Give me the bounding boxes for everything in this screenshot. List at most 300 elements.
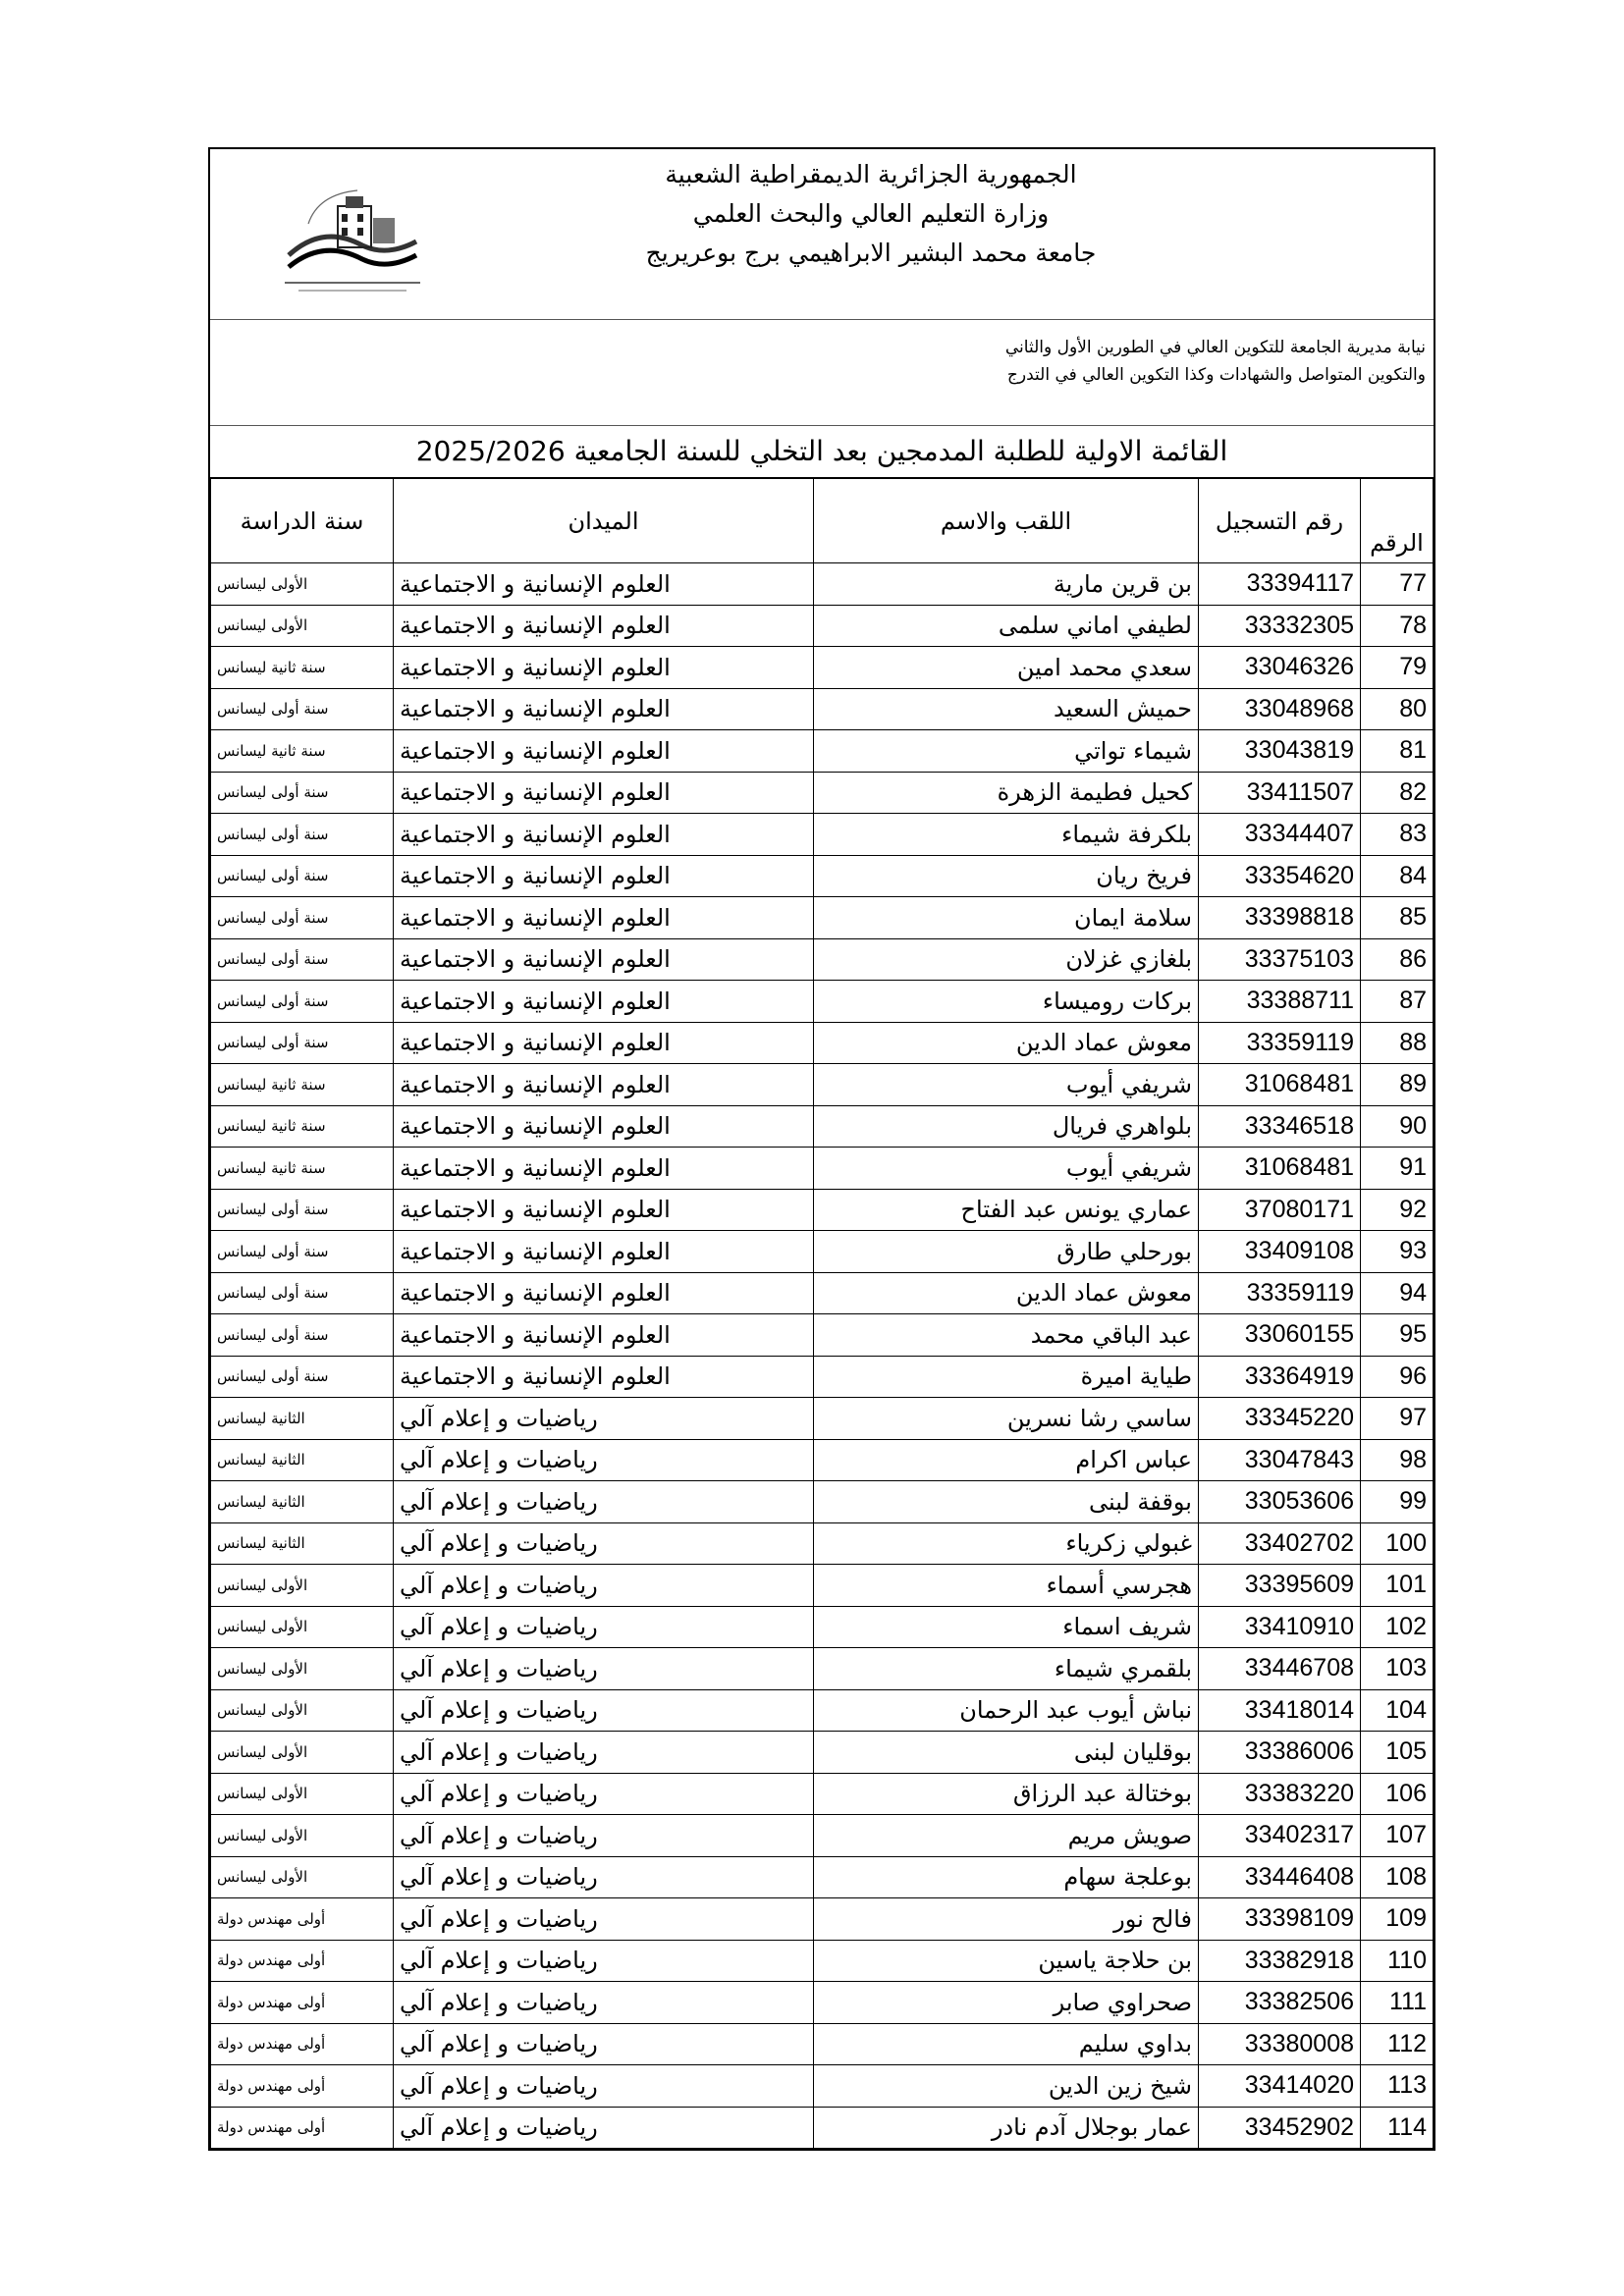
row-number: 89 (1361, 1064, 1434, 1106)
student-name: صويش مريم (814, 1815, 1199, 1857)
student-name: شريفي أيوب (814, 1064, 1199, 1106)
study-year-text: الأولى ليسانس (217, 616, 308, 635)
student-name: بوقليان لبنى (814, 1732, 1199, 1774)
field-of-study-text: رياضيات و إعلام آلي (400, 1904, 598, 1933)
study-year-text: أولى مهندس دولة (217, 1993, 326, 2011)
study-year (211, 1982, 394, 2024)
registration-number: 33359119 (1199, 1022, 1361, 1064)
directorate-line-1: نيابة مديرية الجامعة للتكوين العالي في الطورين الأول والثاني (1004, 338, 1426, 357)
field-of-study (394, 1648, 814, 1690)
study-year (211, 1773, 394, 1815)
field-of-study-text: العلوم الإنسانية و الاجتماعية (400, 612, 671, 640)
study-year-text: الثانية ليسانس (217, 1409, 305, 1427)
row-number: 98 (1361, 1439, 1434, 1481)
row-number: 78 (1361, 605, 1434, 647)
registration-number: 33332305 (1199, 605, 1361, 647)
student-name: شيخ زين الدين (814, 2065, 1199, 2108)
registration-number: 33418014 (1199, 1689, 1361, 1732)
column-header-field: الميدان (394, 479, 814, 563)
field-of-study-text: رياضيات و إعلام آلي (400, 1947, 598, 1975)
row-number: 82 (1361, 772, 1434, 814)
row-number: 80 (1361, 688, 1434, 730)
student-name: حميش السعيد (814, 688, 1199, 730)
student-name: لطيفي اماني سلمى (814, 605, 1199, 647)
study-year-text: سنة ثانية ليسانس (217, 741, 326, 760)
field-of-study (394, 1689, 814, 1732)
field-of-study-text: العلوم الإنسانية و الاجتماعية (400, 1362, 671, 1391)
field-of-study (394, 2065, 814, 2108)
study-year (211, 2065, 394, 2108)
study-year-text: الأولى ليسانس (217, 1618, 308, 1636)
study-year (211, 1689, 394, 1732)
student-name: عبد الباقي محمد (814, 1314, 1199, 1357)
student-name: بلغازي غزلان (814, 938, 1199, 981)
student-name: هجرسي أسماء (814, 1565, 1199, 1607)
registration-number: 33414020 (1199, 2065, 1361, 2108)
student-name: بلقمري شيماء (814, 1648, 1199, 1690)
registration-number: 33382918 (1199, 1940, 1361, 1982)
student-name: شريف اسماء (814, 1606, 1199, 1648)
study-year (211, 1439, 394, 1481)
table-row (211, 772, 1434, 814)
field-of-study-text: العلوم الإنسانية و الاجتماعية (400, 1153, 671, 1182)
field-of-study (394, 563, 814, 606)
student-name: بلواهري فريال (814, 1105, 1199, 1148)
list-title: القائمة الاولية للطلبة المدمجين بعد التخلي للسنة الجامعية 2025/2026 (210, 426, 1434, 478)
registration-number: 33446708 (1199, 1648, 1361, 1690)
study-year-text: سنة ثانية ليسانس (217, 1075, 326, 1094)
university-logo-icon (279, 185, 426, 300)
study-year (211, 1356, 394, 1398)
field-of-study (394, 1022, 814, 1064)
field-of-study-text: العلوم الإنسانية و الاجتماعية (400, 1279, 671, 1308)
student-name: بن قرين مارية (814, 563, 1199, 606)
registration-number: 33386006 (1199, 1732, 1361, 1774)
row-number: 81 (1361, 730, 1434, 773)
registration-number: 33043819 (1199, 730, 1361, 773)
field-of-study-text: العلوم الإنسانية و الاجتماعية (400, 945, 671, 974)
field-of-study-text: رياضيات و إعلام آلي (400, 1529, 598, 1558)
field-of-study-text: العلوم الإنسانية و الاجتماعية (400, 903, 671, 932)
table-row (211, 1856, 1434, 1898)
study-year (211, 1606, 394, 1648)
study-year (211, 2023, 394, 2065)
study-year-text: الأولى ليسانس (217, 1742, 308, 1761)
table-row (211, 938, 1434, 981)
table-row (211, 855, 1434, 897)
table-row (211, 2107, 1434, 2149)
column-header-year: سنة الدراسة (211, 479, 394, 563)
field-of-study-text: العلوم الإنسانية و الاجتماعية (400, 987, 671, 1015)
study-year-text: أولى مهندس دولة (217, 2035, 326, 2054)
student-name: بركات روميساء (814, 981, 1199, 1023)
study-year-text: الأولى ليسانس (217, 1785, 308, 1803)
registration-number: 33402702 (1199, 1522, 1361, 1565)
table-header-row (211, 479, 1434, 563)
document-frame (208, 147, 1435, 2151)
row-number: 113 (1361, 2065, 1434, 2108)
registration-number: 33410910 (1199, 1606, 1361, 1648)
study-year (211, 1314, 394, 1357)
study-year-text: أولى مهندس دولة (217, 1951, 326, 1970)
study-year (211, 2107, 394, 2149)
study-year-text: سنة أولى ليسانس (217, 1284, 329, 1303)
table-row (211, 1481, 1434, 1523)
row-number: 90 (1361, 1105, 1434, 1148)
field-of-study-text: العلوم الإنسانية و الاجتماعية (400, 862, 671, 890)
table-row (211, 1272, 1434, 1314)
study-year (211, 730, 394, 773)
registration-number: 33046326 (1199, 647, 1361, 689)
student-name: بوقفة لبنى (814, 1481, 1199, 1523)
registration-number: 33409108 (1199, 1231, 1361, 1273)
student-name: صحراوي صابر (814, 1982, 1199, 2024)
study-year (211, 1148, 394, 1190)
study-year-text: الأولى ليسانس (217, 574, 308, 593)
study-year-text: الأولى ليسانس (217, 1701, 308, 1720)
table-row (211, 688, 1434, 730)
row-number: 101 (1361, 1565, 1434, 1607)
table-row (211, 1773, 1434, 1815)
registration-number: 33375103 (1199, 938, 1361, 981)
row-number: 103 (1361, 1648, 1434, 1690)
field-of-study (394, 2023, 814, 2065)
field-of-study-text: رياضيات و إعلام آلي (400, 1487, 598, 1516)
study-year-text: سنة أولى ليسانس (217, 783, 329, 802)
study-year (211, 1105, 394, 1148)
field-of-study-text: رياضيات و إعلام آلي (400, 1696, 598, 1725)
row-number: 100 (1361, 1522, 1434, 1565)
directorate-block (210, 320, 1434, 426)
row-number: 83 (1361, 814, 1434, 856)
study-year (211, 1565, 394, 1607)
study-year (211, 814, 394, 856)
table-row (211, 1356, 1434, 1398)
student-name: شريفي أيوب (814, 1148, 1199, 1190)
field-of-study-text: رياضيات و إعلام آلي (400, 1571, 598, 1599)
row-number: 112 (1361, 2023, 1434, 2065)
row-number: 93 (1361, 1231, 1434, 1273)
field-of-study-text: رياضيات و إعلام آلي (400, 1613, 598, 1641)
table-row (211, 1439, 1434, 1481)
field-of-study (394, 1815, 814, 1857)
registration-number: 33364919 (1199, 1356, 1361, 1398)
field-of-study-text: العلوم الإنسانية و الاجتماعية (400, 569, 671, 598)
student-name: شيماء تواتي (814, 730, 1199, 773)
row-number: 104 (1361, 1689, 1434, 1732)
study-year (211, 897, 394, 939)
study-year-text: سنة أولى ليسانس (217, 991, 329, 1010)
study-year-text: سنة أولى ليسانس (217, 1034, 329, 1052)
row-number: 96 (1361, 1356, 1434, 1398)
field-of-study-text: العلوم الإنسانية و الاجتماعية (400, 1196, 671, 1224)
row-number: 97 (1361, 1398, 1434, 1440)
student-name: نباش أيوب عبد الرحمان (814, 1689, 1199, 1732)
row-number: 77 (1361, 563, 1434, 606)
header-university: جامعة محمد البشير الابراهيمي برج بوعريريج (645, 239, 1097, 267)
row-number: 85 (1361, 897, 1434, 939)
field-of-study-text: العلوم الإنسانية و الاجتماعية (400, 820, 671, 848)
student-name: بلكرفة شيماء (814, 814, 1199, 856)
study-year-text: سنة أولى ليسانس (217, 1325, 329, 1344)
row-number: 114 (1361, 2107, 1434, 2149)
registration-number: 33380008 (1199, 2023, 1361, 2065)
registration-number: 33047843 (1199, 1439, 1361, 1481)
field-of-study (394, 1398, 814, 1440)
field-of-study-text: رياضيات و إعلام آلي (400, 1780, 598, 1808)
field-of-study-text: رياضيات و إعلام آلي (400, 1821, 598, 1849)
field-of-study (394, 814, 814, 856)
study-year (211, 1189, 394, 1231)
study-year (211, 981, 394, 1023)
header-country: الجمهورية الجزائرية الديمقراطية الشعبية (665, 160, 1077, 188)
student-name: ساسي رشا نسرين (814, 1398, 1199, 1440)
table-body (211, 563, 1434, 2149)
row-number: 111 (1361, 1982, 1434, 2024)
study-year (211, 1231, 394, 1273)
registration-number: 33395609 (1199, 1565, 1361, 1607)
field-of-study (394, 897, 814, 939)
field-of-study-text: العلوم الإنسانية و الاجتماعية (400, 1112, 671, 1141)
study-year (211, 1732, 394, 1774)
field-of-study-text: العلوم الإنسانية و الاجتماعية (400, 1320, 671, 1349)
table-row (211, 1606, 1434, 1648)
row-number: 84 (1361, 855, 1434, 897)
registration-number: 33398818 (1199, 897, 1361, 939)
table-row (211, 2065, 1434, 2108)
registration-number: 33388711 (1199, 981, 1361, 1023)
student-name: سلامة ايمان (814, 897, 1199, 939)
registration-number: 33345220 (1199, 1398, 1361, 1440)
field-of-study (394, 772, 814, 814)
student-name: عماري يونس عبد الفتاح (814, 1189, 1199, 1231)
row-number: 108 (1361, 1856, 1434, 1898)
study-year-text: سنة أولى ليسانس (217, 1201, 329, 1219)
field-of-study-text: رياضيات و إعلام آلي (400, 1988, 598, 2016)
column-header-num: الرقم (1361, 479, 1434, 563)
header-ministry: وزارة التعليم العالي والبحث العلمي (692, 199, 1050, 228)
field-of-study-text: رياضيات و إعلام آلي (400, 2030, 598, 2058)
table-row (211, 1565, 1434, 1607)
student-name: غبولي زكرياء (814, 1522, 1199, 1565)
study-year (211, 605, 394, 647)
student-name: بوختالة عبد الرزاق (814, 1773, 1199, 1815)
field-of-study (394, 1356, 814, 1398)
study-year (211, 938, 394, 981)
study-year-text: سنة ثانية ليسانس (217, 1158, 326, 1177)
study-year (211, 1481, 394, 1523)
table-row (211, 1522, 1434, 1565)
study-year-text: سنة ثانية ليسانس (217, 1117, 326, 1136)
study-year-text: سنة ثانية ليسانس (217, 658, 326, 676)
header-titles (505, 155, 1237, 273)
field-of-study (394, 1314, 814, 1357)
table-row (211, 1398, 1434, 1440)
student-name: عباس اكرام (814, 1439, 1199, 1481)
table-row (211, 1231, 1434, 1273)
table-row (211, 1105, 1434, 1148)
registration-number: 33402317 (1199, 1815, 1361, 1857)
study-year-text: الأولى ليسانس (217, 1868, 308, 1887)
row-number: 99 (1361, 1481, 1434, 1523)
study-year-text: سنة أولى ليسانس (217, 825, 329, 843)
study-year (211, 563, 394, 606)
study-year-text: سنة أولى ليسانس (217, 1367, 329, 1386)
registration-number: 33048968 (1199, 688, 1361, 730)
study-year-text: الأولى ليسانس (217, 1659, 308, 1678)
field-of-study-text: العلوم الإنسانية و الاجتماعية (400, 778, 671, 807)
student-name: كحيل فطيمة الزهرة (814, 772, 1199, 814)
field-of-study-text: رياضيات و إعلام آلي (400, 1404, 598, 1432)
field-of-study (394, 1231, 814, 1273)
field-of-study (394, 605, 814, 647)
table-row (211, 1189, 1434, 1231)
field-of-study-text: رياضيات و إعلام آلي (400, 1446, 598, 1474)
field-of-study-text: العلوم الإنسانية و الاجتماعية (400, 1070, 671, 1098)
study-year-text: أولى مهندس دولة (217, 1909, 326, 1928)
field-of-study (394, 981, 814, 1023)
student-name: معوش عماد الدين (814, 1272, 1199, 1314)
row-number: 106 (1361, 1773, 1434, 1815)
registration-number: 33346518 (1199, 1105, 1361, 1148)
field-of-study (394, 1940, 814, 1982)
study-year (211, 647, 394, 689)
study-year (211, 1022, 394, 1064)
field-of-study (394, 1481, 814, 1523)
student-name: بورحلي طارق (814, 1231, 1199, 1273)
student-name: سعدي محمد امين (814, 647, 1199, 689)
field-of-study (394, 688, 814, 730)
study-year (211, 1064, 394, 1106)
study-year (211, 1648, 394, 1690)
student-name: بوعلجة سهام (814, 1856, 1199, 1898)
study-year (211, 772, 394, 814)
study-year-text: سنة أولى ليسانس (217, 1242, 329, 1260)
table-row (211, 1314, 1434, 1357)
registration-number: 33452902 (1199, 2107, 1361, 2149)
field-of-study (394, 1606, 814, 1648)
row-number: 102 (1361, 1606, 1434, 1648)
study-year-text: الأولى ليسانس (217, 1575, 308, 1594)
student-name: بن حلاجة ياسين (814, 1940, 1199, 1982)
field-of-study-text: العلوم الإنسانية و الاجتماعية (400, 736, 671, 765)
study-year-text: سنة أولى ليسانس (217, 908, 329, 927)
row-number: 86 (1361, 938, 1434, 981)
study-year (211, 1940, 394, 1982)
table-row (211, 1982, 1434, 2024)
study-year-text: أولى مهندس دولة (217, 2076, 326, 2095)
study-year-text: سنة أولى ليسانس (217, 950, 329, 969)
registration-number: 33344407 (1199, 814, 1361, 856)
registration-number: 31068481 (1199, 1148, 1361, 1190)
student-name: معوش عماد الدين (814, 1022, 1199, 1064)
table-row (211, 647, 1434, 689)
table-row (211, 897, 1434, 939)
table-row (211, 730, 1434, 773)
document-header (210, 149, 1434, 320)
table-row (211, 1148, 1434, 1190)
table-row (211, 605, 1434, 647)
row-number: 88 (1361, 1022, 1434, 1064)
registration-number: 33411507 (1199, 772, 1361, 814)
study-year (211, 688, 394, 730)
registration-number: 33359119 (1199, 1272, 1361, 1314)
row-number: 79 (1361, 647, 1434, 689)
field-of-study-text: العلوم الإنسانية و الاجتماعية (400, 1029, 671, 1057)
registration-number: 33060155 (1199, 1314, 1361, 1357)
registration-number: 33382506 (1199, 1982, 1361, 2024)
table-row (211, 814, 1434, 856)
study-year (211, 1522, 394, 1565)
row-number: 91 (1361, 1148, 1434, 1190)
field-of-study (394, 1189, 814, 1231)
table-row (211, 2023, 1434, 2065)
field-of-study (394, 1522, 814, 1565)
field-of-study (394, 1064, 814, 1106)
student-name: عمار بوجلال آدم نادر (814, 2107, 1199, 2149)
registration-number: 33398109 (1199, 1898, 1361, 1941)
field-of-study (394, 730, 814, 773)
field-of-study (394, 1272, 814, 1314)
row-number: 105 (1361, 1732, 1434, 1774)
study-year-text: الثانية ليسانس (217, 1534, 305, 1553)
student-name: بداوي سليم (814, 2023, 1199, 2065)
table-row (211, 981, 1434, 1023)
table-row (211, 1815, 1434, 1857)
field-of-study-text: رياضيات و إعلام آلي (400, 1654, 598, 1682)
students-table (210, 478, 1434, 2149)
field-of-study-text: رياضيات و إعلام آلي (400, 1737, 598, 1766)
study-year-text: الثانية ليسانس (217, 1451, 305, 1469)
study-year (211, 1272, 394, 1314)
table-row (211, 563, 1434, 606)
study-year-text: سنة أولى ليسانس (217, 700, 329, 719)
study-year (211, 855, 394, 897)
table-row (211, 1898, 1434, 1941)
row-number: 95 (1361, 1314, 1434, 1357)
student-name: فريخ ريان (814, 855, 1199, 897)
student-name: فالح نور (814, 1898, 1199, 1941)
field-of-study-text: العلوم الإنسانية و الاجتماعية (400, 695, 671, 723)
field-of-study (394, 1565, 814, 1607)
field-of-study (394, 1148, 814, 1190)
field-of-study (394, 2107, 814, 2149)
study-year-text: أولى مهندس دولة (217, 2118, 326, 2137)
study-year-text: الأولى ليسانس (217, 1826, 308, 1844)
directorate-line-2: والتكوين المتواصل والشهادات وكذا التكوين العالي في التدرج (1006, 365, 1426, 385)
registration-number: 37080171 (1199, 1189, 1361, 1231)
row-number: 87 (1361, 981, 1434, 1023)
table-row (211, 1732, 1434, 1774)
table-row (211, 1689, 1434, 1732)
field-of-study (394, 938, 814, 981)
registration-number: 33394117 (1199, 563, 1361, 606)
column-header-reg: رقم التسجيل (1199, 479, 1361, 563)
table-row (211, 1022, 1434, 1064)
field-of-study-text: رياضيات و إعلام آلي (400, 1863, 598, 1892)
row-number: 92 (1361, 1189, 1434, 1231)
row-number: 109 (1361, 1898, 1434, 1941)
row-number: 94 (1361, 1272, 1434, 1314)
registration-number: 33354620 (1199, 855, 1361, 897)
study-year-text: سنة أولى ليسانس (217, 867, 329, 885)
field-of-study (394, 1773, 814, 1815)
field-of-study-text: رياضيات و إعلام آلي (400, 2113, 598, 2142)
row-number: 107 (1361, 1815, 1434, 1857)
table-row (211, 1648, 1434, 1690)
column-header-name: اللقب والاسم (814, 479, 1199, 563)
field-of-study (394, 1856, 814, 1898)
